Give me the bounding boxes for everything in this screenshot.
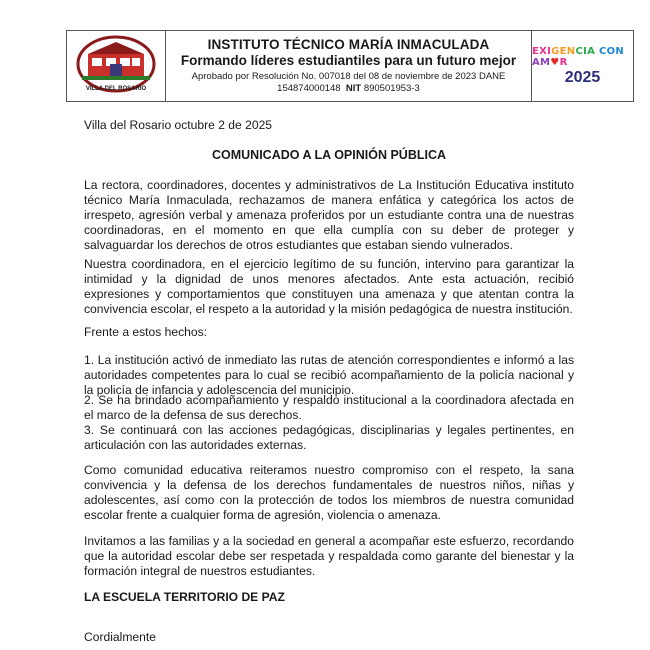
paragraph-1: La rectora, coordinadores, docentes y administrativos de La Institución Educativa instituto técnico María Inmaculada, rechazamos de manera enfática y categórica los actos de irrespeto, agresión verbal y amenaza proferidos por un estudiante contra una de nuestras coordinadoras, en el momento en que ella cumplía con su deber de proteger y salvaguardar los derechos de otros estudiantes que estaban siendo vulnerados. (84, 178, 574, 253)
nit-number: 890501953-3 (363, 83, 420, 94)
badge-text: EXIGENCIA CON AM♥R (532, 45, 625, 68)
fact-2: 2. Se ha brindado acompañamiento y respaldo institucional a la coordinadora afectada en el marco de la defensa de sus derechos. (84, 393, 574, 423)
facts-intro: Frente a estos hechos: (84, 325, 208, 339)
paragraph-4: Invitamos a las familias y a la sociedad en general a acompañar este esfuerzo, recordando que la autoridad escolar debe ser respetada y respaldada como garante del bienestar y la formación integral de nuestros estudiantes. (84, 534, 574, 579)
logo-cell (67, 31, 166, 101)
resolution-text: Aprobado por Resolución No. 007018 del 08 de noviembre de 2023 DANE (191, 71, 506, 82)
badge-year: 2025 (564, 68, 601, 86)
paragraph-2: Nuestra coordinadora, en el ejercicio legítimo de su función, intervino para garantizar la intimidad y la dignidad de unos menores afectados. Ante esta actuación, recibió expresiones y comportamientos que constituyen una amenaza y que atentan contra la convivencia escolar, el respeto a la autoridad y la misión pedagógica de nuestra institución. (84, 257, 574, 317)
year-badge (532, 31, 633, 101)
resolution-line (166, 71, 531, 95)
institution-name: INSTITUTO TÉCNICO MARÍA INMACULADA (207, 37, 490, 52)
dane-number: 154874000148 (277, 83, 341, 94)
slogan: Formando líderes estudiantiles para un futuro mejor (180, 53, 517, 68)
place-date: Villa del Rosario octubre 2 de 2025 (84, 118, 273, 132)
paragraph-3: Como comunidad educativa reiteramos nuestro compromiso con el respeto, la sana convivencia y la defensa de los derechos fundamentales de nuestros niños, niñas y adolescentes, así como con la protección de todos los miembros de nuestra comunidad escolar frente a cualquier forma de agresión, violencia o amenaza. (84, 463, 574, 523)
document-title: COMUNICADO A LA OPINIÓN PÚBLICA (211, 148, 447, 162)
school-logo-icon (74, 34, 158, 98)
fact-3: 3. Se continuará con las acciones pedagógicas, disciplinarias y legales pertinentes, en articulación con las autoridades externas. (84, 423, 574, 453)
nit-label: NIT (345, 83, 362, 94)
letterhead (66, 30, 634, 102)
title-cell (166, 31, 532, 101)
fact-1: 1. La institución activó de inmediato las rutas de atención correspondientes e informó a las autoridades competentes para lo cual se recibió acompañamiento de la policía nacional y la policía de infancia y adolescencia del municipio. (84, 353, 574, 398)
logo-text: VILLA DEL ROSARIO (85, 86, 147, 92)
sign-off: Cordialmente (84, 630, 156, 644)
closing-motto: LA ESCUELA TERRITORIO DE PAZ (84, 590, 285, 604)
